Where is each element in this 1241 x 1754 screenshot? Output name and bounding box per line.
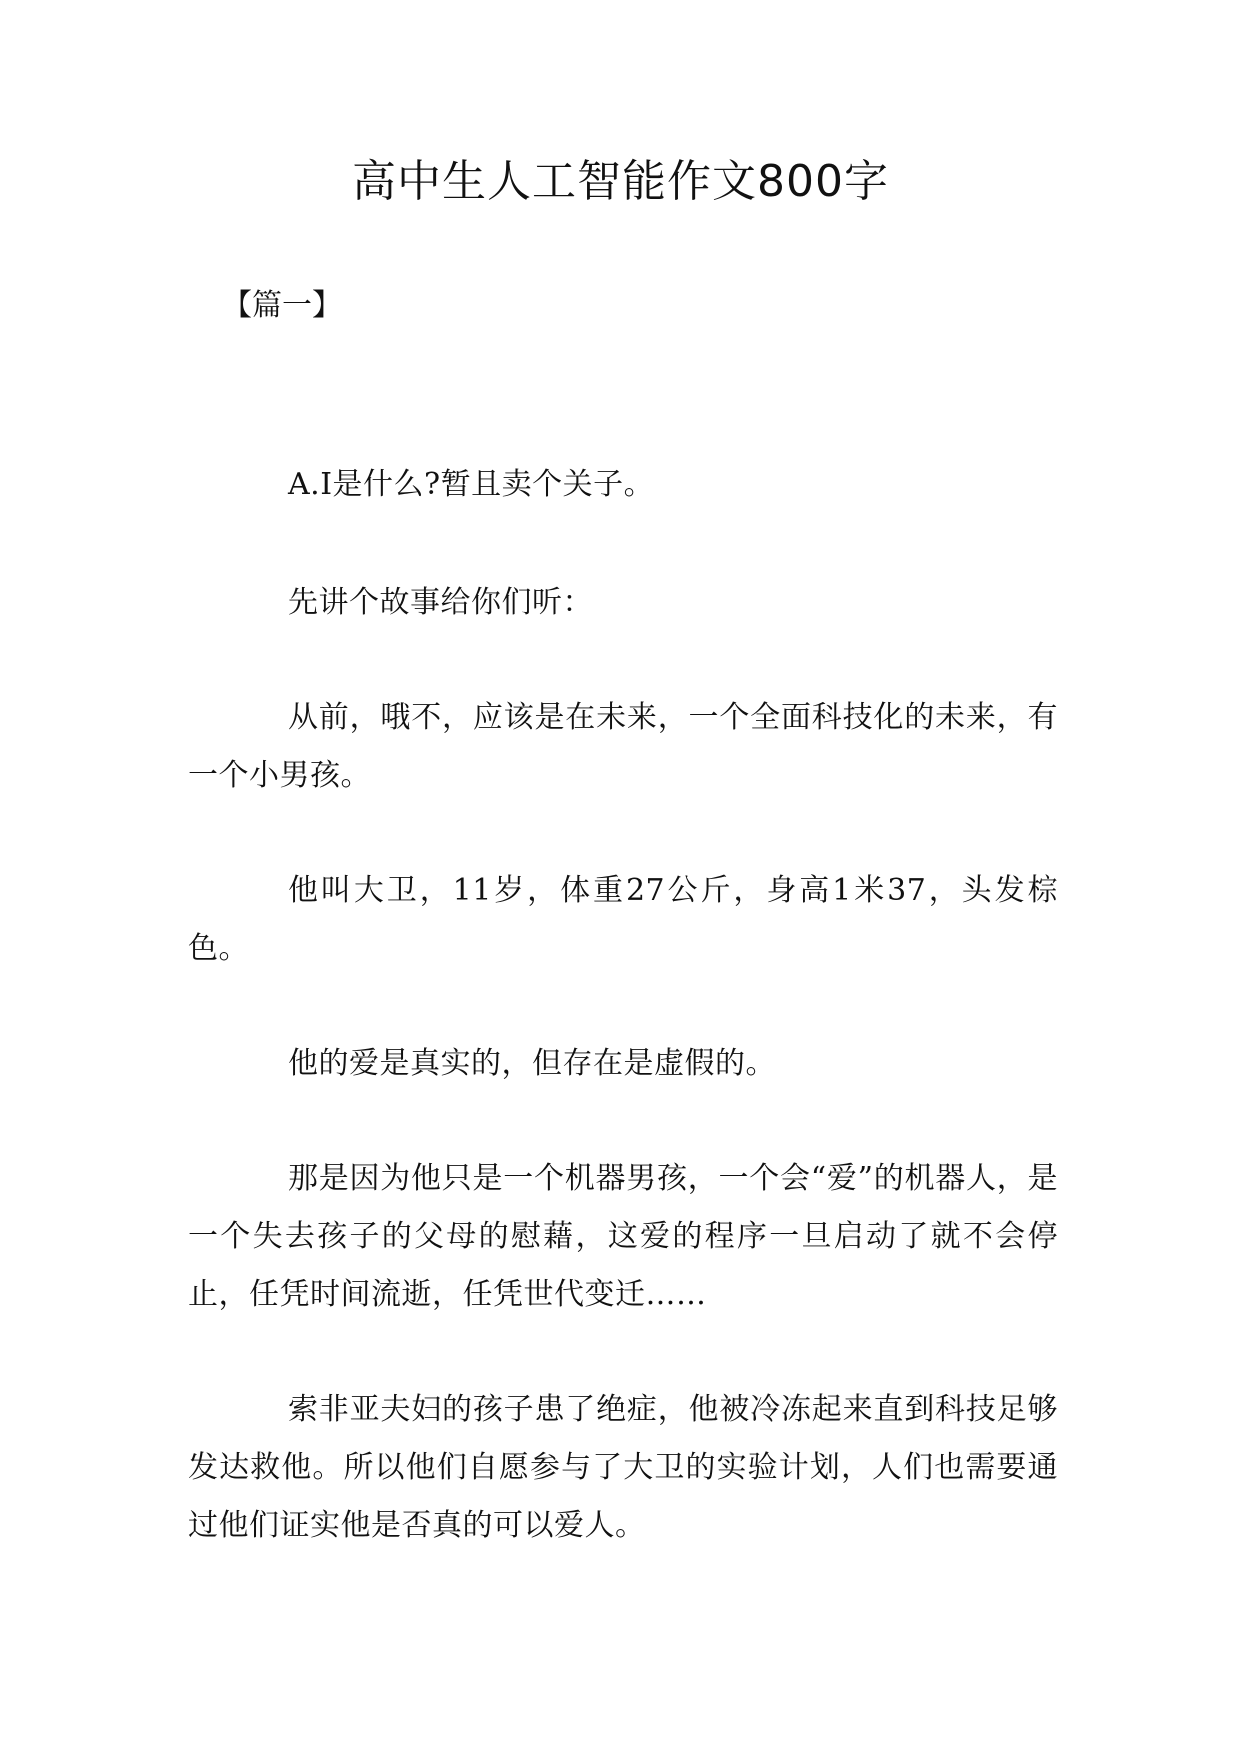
paragraph: 从前，哦不，应该是在未来，一个全面科技化的未来，有一个小男孩。 [188, 700, 1058, 793]
paragraph: 先讲个故事给你们听： [288, 585, 593, 620]
section-label: 【篇一】 [222, 288, 342, 323]
document-title: 高中生人工智能作文800字 [352, 156, 889, 207]
paragraph: 他叫大卫，11岁，体重27公斤，身高1米37，头发棕色。 [188, 873, 1058, 966]
paragraph: 他的爱是真实的，但存在是虚假的。 [288, 1046, 776, 1081]
paragraph: 那是因为他只是一个机器男孩，一个会“爱”的机器人，是一个失去孩子的父母的慰藉，这爱的程序一旦启动了就不会停止，任凭时间流逝，任凭世代变迁…… [188, 1161, 1058, 1312]
paragraph: A.I是什么?暂且卖个关子。 [288, 467, 655, 502]
paragraph: 索非亚夫妇的孩子患了绝症，他被冷冻起来直到科技足够发达救他。所以他们自愿参与了大卫的实验计划，人们也需要通过他们证实他是否真的可以爱人。 [188, 1392, 1058, 1543]
